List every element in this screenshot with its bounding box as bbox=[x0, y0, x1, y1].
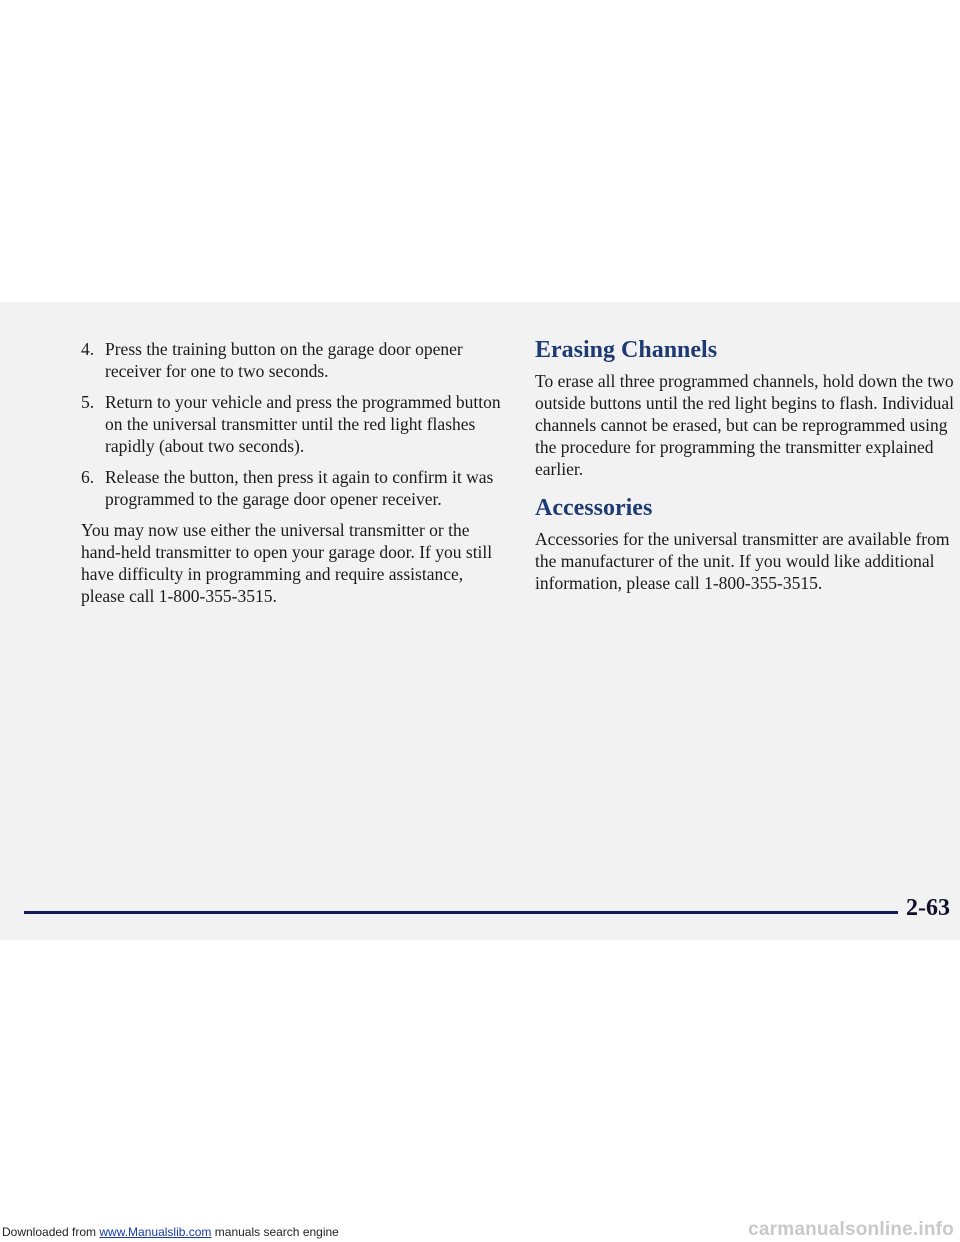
right-column bbox=[535, 336, 955, 594]
footer-suffix: manuals search engine bbox=[211, 1225, 339, 1239]
step-item bbox=[81, 466, 506, 510]
step-text: Release the button, then press it again to confirm it was programmed to the garage door opener receiver. bbox=[105, 467, 494, 509]
step-text: Return to your vehicle and press the programmed button on the universal transmitter until the red light flashes rapidly (about two seconds). bbox=[105, 392, 501, 456]
download-footer bbox=[2, 1225, 339, 1239]
step-number: 4. bbox=[81, 339, 95, 359]
erasing-channels-body: To erase all three programmed channels, hold down the two outside buttons until the red light begins to flash. Individual channels cannot be erased, but can be reprogrammed using the procedure for programming the transmitter explained earlier. bbox=[535, 371, 954, 479]
step-number: 5. bbox=[81, 392, 95, 412]
accessories-heading: Accessories bbox=[535, 495, 653, 521]
watermark: carmanualsonline.info bbox=[748, 1219, 954, 1240]
page-number: 2-63 bbox=[906, 895, 950, 921]
step-item bbox=[81, 338, 506, 382]
step-number: 6. bbox=[81, 467, 95, 487]
closing-paragraph: You may now use either the universal transmitter or the hand-held transmitter to open your garage door. If you still have difficulty in programming and require assistance, please call 1-800-355-3515. bbox=[81, 520, 493, 606]
step-item bbox=[81, 391, 506, 457]
manualslib-link[interactable]: www.Manualslib.com bbox=[99, 1225, 212, 1239]
erasing-channels-heading: Erasing Channels bbox=[535, 337, 718, 363]
accessories-body: Accessories for the universal transmitter are available from the manufacturer of the unit. If you would like additional information, please call 1-800-355-3515. bbox=[535, 529, 950, 593]
left-column bbox=[81, 338, 506, 607]
step-text: Press the training button on the garage door opener receiver for one to two seconds. bbox=[105, 339, 463, 381]
footer-rule bbox=[24, 911, 898, 914]
footer-prefix: Downloaded from bbox=[2, 1225, 100, 1239]
